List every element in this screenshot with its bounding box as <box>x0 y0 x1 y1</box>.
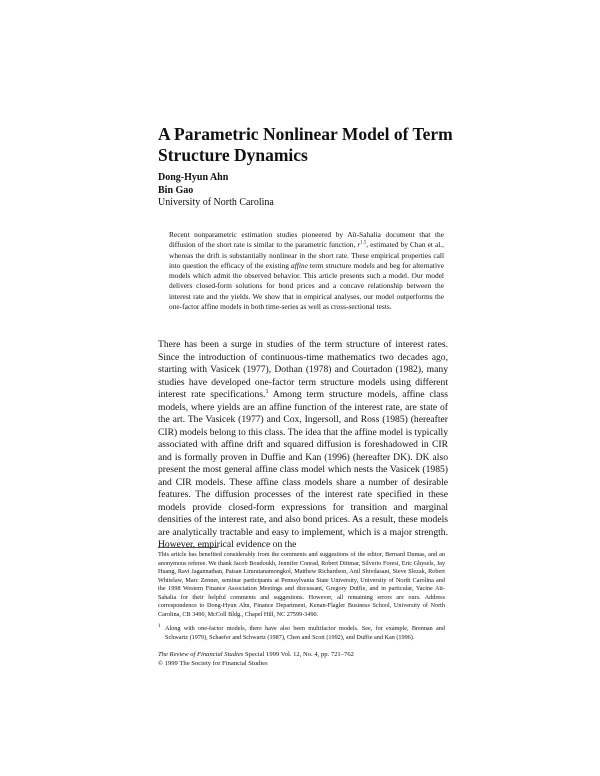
footnote-divider <box>158 547 218 548</box>
author-name: Bin Gao <box>158 184 194 196</box>
abstract-emphasis: affine <box>291 260 308 270</box>
copyright: © 1999 The Society for Financial Studies <box>158 659 268 667</box>
abstract <box>169 230 444 312</box>
footnote-number: 1 <box>158 624 161 629</box>
abstract-text: , estimated by Chan et al., whereas the drift is substantially nonlinear in the short rate. These empirical properties call into question the efficacy of the existing <box>169 240 444 270</box>
body-paragraph <box>158 339 448 552</box>
author-affiliation: University of North Carolina <box>158 197 274 208</box>
acknowledgment-footnote: This article has benefited considerably from the comments and suggestions of the editor, Bernard Dumas, and an anonymous referee. We thank Jacob Boudoukh, Jennifer Conrad, Robert Dittmar, Silverio Foresi, Eric Ghysels, Jay Huang, Ravi Jagannathan, Paisan Limratanamongkol, Matthew Richardson, Anil Shivdasani, Steve Slezak, Robert Whitelaw, Marc Zenner, seminar participants at Pennsylvania State University, University of North Carolina and the 1998 Western Finance Association Meetings and discussant, Gregory Duffie, and in particular, Yacine Aït-Sahalia for their helpful comments and suggestions. However, all remaining errors are ours. Address correspondence to Dong-Hyun Ahn, Finance Department, Kenan-Flagler Business School, University of North Carolina, CB 3490, McColl Bldg., Chapel Hill, NC 27599-3490. <box>158 551 445 618</box>
body-text: Among term structure models, affine class models, where yields are an affine function of the interest rate, are state of the art. The Vasicek (1977) and Cox, Ingersoll, and Ross (1985) (hereafter CIR) models belong to this class. The idea that the affine model is typically associated with affine drift and squared diffusion is foreshadowed in CIR and is formally proven in Duffie and Kan (1996) (hereafter DK). DK also present the most general affine class model which nests the Vasicek (1985) and CIR models. These affine class models share a number of desirable features. The diffusion processes of the interest rate specified in these models provide closed-form expressions for transition and marginal densities of the interest rate, and also bond prices. As a result, these models are analytically tractable and easy to implement, which is a major strength. However, empirical evidence on the <box>158 389 448 550</box>
journal-citation <box>158 651 354 660</box>
abstract-math: r <box>357 240 361 250</box>
journal-issue: Special 1999 Vol. 12, No. 4, pp. 721–762 <box>243 651 354 658</box>
footnote-text: Along with one-factor models, there have also been multifactor models. See, for example, Brennan and Schwartz (1979), Schaefer and Schwartz (1987), Chen and Scott (1992), and Duffie and Kan (1996). <box>165 625 445 641</box>
author-name: Dong-Hyun Ahn <box>158 172 229 183</box>
footnote-1 <box>158 625 445 642</box>
author-block <box>158 172 274 210</box>
journal-name: The Review of Financial Studies <box>158 651 244 658</box>
body-text: There has been a surge in studies of the term structure of interest rates. Since the introduction of continuous-time mathematics two decades ago, starting with Vasicek (1977), Dothan (1978) and Courtadon (1982), many studies have developed one-factor term structure models using different interest rate specifications. <box>158 339 448 400</box>
abstract-text: term structure models and beg for alternative models which admit the observed behavior. This article presents such a model. Our model delivers closed-form solutions for bond prices and a concave relationship between the interest rate and the yields. We show that in empirical analyses, our model outperforms the one-factor affine models in both time-series as well as cross-sectional tests. <box>169 260 444 312</box>
journal-info <box>158 651 354 668</box>
paper-title: A Parametric Nonlinear Model of Term Structure Dynamics <box>158 124 453 165</box>
footnote-marker[interactable]: 1 <box>265 387 269 395</box>
abstract-exponent: 1.5 <box>360 240 367 246</box>
abstract-text: Recent nonparametric estimation studies pioneered by Aït-Sahalia document that the diffusion of the short rate is similar to the parametric function, <box>169 230 444 250</box>
